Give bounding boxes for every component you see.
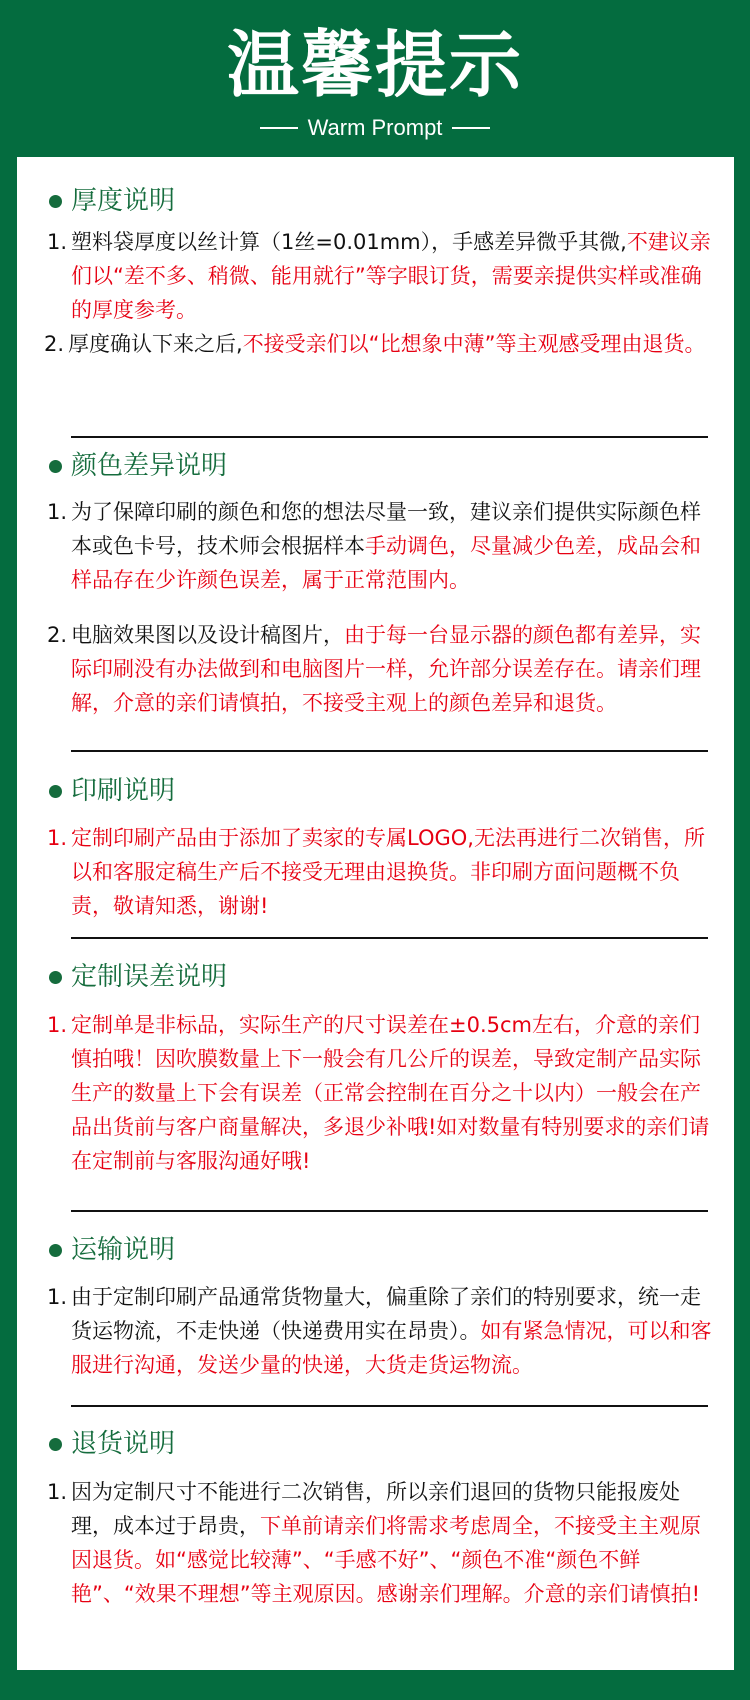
list-item: 2. 电脑效果图以及设计稿图片，由于每一台显示器的颜色都有差异，实际印刷没有办法做到和电脑图片一样，允许部分误差存在。请亲们理解，介意的亲们请慎拍，不接受主观上的颜色差异和退货。 bbox=[47, 623, 701, 715]
list-item: 1. 由于定制印刷产品通常货物量大，偏重除了亲们的特别要求，统一走货运物流，不走快递（快递费用实在昂贵）。如有紧急情况，可以和客服进行沟通，发送少量的快递，大货走货运物流。 bbox=[47, 1285, 712, 1377]
bullet-dot-icon bbox=[49, 460, 62, 473]
bullet-dot-icon bbox=[49, 971, 62, 984]
section-divider bbox=[71, 436, 708, 438]
list-item: 1. 因为定制尺寸不能进行二次销售，所以亲们退回的货物只能报废处理，成本过于昂贵，下单前请亲们将需求考虑周全，不接受主主观原因退货。如“感觉比较薄”、“手感不好”、“颜色不准“颜色不鲜艳”、“效果不理想”等主观原因。感谢亲们理解。介意的亲们请慎拍! bbox=[47, 1480, 701, 1606]
section-heading: 运输说明 bbox=[49, 1233, 175, 1267]
section-heading: 厚度说明 bbox=[49, 184, 175, 218]
section-heading: 印刷说明 bbox=[49, 774, 175, 808]
notice-card bbox=[17, 157, 734, 1670]
section-divider bbox=[71, 937, 708, 939]
subtitle-rule-right bbox=[452, 127, 490, 129]
list-item: 1. 塑料袋厚度以丝计算（1丝=0.01mm），手感差异微乎其微,不建议亲们以“差不多、稍微、能用就行”等字眼订货，需要亲提供实样或准确的厚度参考。 bbox=[47, 230, 711, 322]
section-heading: 颜色差异说明 bbox=[49, 449, 227, 483]
list-item: 2. 厚度确认下来之后,不接受亲们以“比想象中薄”等主观感受理由退货。 bbox=[44, 332, 706, 356]
section-heading: 定制误差说明 bbox=[49, 960, 227, 994]
section-heading: 退货说明 bbox=[49, 1427, 175, 1461]
bullet-dot-icon bbox=[49, 1438, 62, 1451]
list-item: 1. 为了保障印刷的颜色和您的想法尽量一致，建议亲们提供实际颜色样本或色卡号，技术师会根据样本手动调色，尽量减少色差，成品会和样品存在少许颜色误差，属于正常范围内。 bbox=[47, 500, 701, 592]
list-item: 1. 定制单是非标品，实际生产的尺寸误差在±0.5cm左右，介意的亲们慎拍哦！因吹膜数量上下一般会有几公斤的误差，导致定制产品实际生产的数量上下会有误差（正常会控制在百分之十以内）一般会在产品出货前与客户商量解决，多退少补哦!如对数量有特别要求的亲们请在定制前与客服沟通好哦! bbox=[47, 1013, 710, 1173]
section-divider bbox=[71, 1405, 708, 1407]
bullet-dot-icon bbox=[49, 785, 62, 798]
section-divider bbox=[71, 750, 708, 752]
bullet-dot-icon bbox=[49, 195, 62, 208]
list-item: 1. 定制印刷产品由于添加了卖家的专属LOGO,无法再进行二次销售，所以和客服定稿生产后不接受无理由退换货。非印刷方面问题概不负责，敬请知悉，谢谢! bbox=[47, 826, 705, 918]
section-divider bbox=[71, 1210, 708, 1212]
bullet-dot-icon bbox=[49, 1244, 62, 1257]
page-header bbox=[0, 0, 750, 157]
page-title: 温馨提示 bbox=[226, 23, 523, 107]
subtitle-rule-left bbox=[260, 127, 298, 129]
subtitle-text: Warm Prompt bbox=[307, 115, 443, 140]
page-subtitle bbox=[0, 114, 750, 142]
